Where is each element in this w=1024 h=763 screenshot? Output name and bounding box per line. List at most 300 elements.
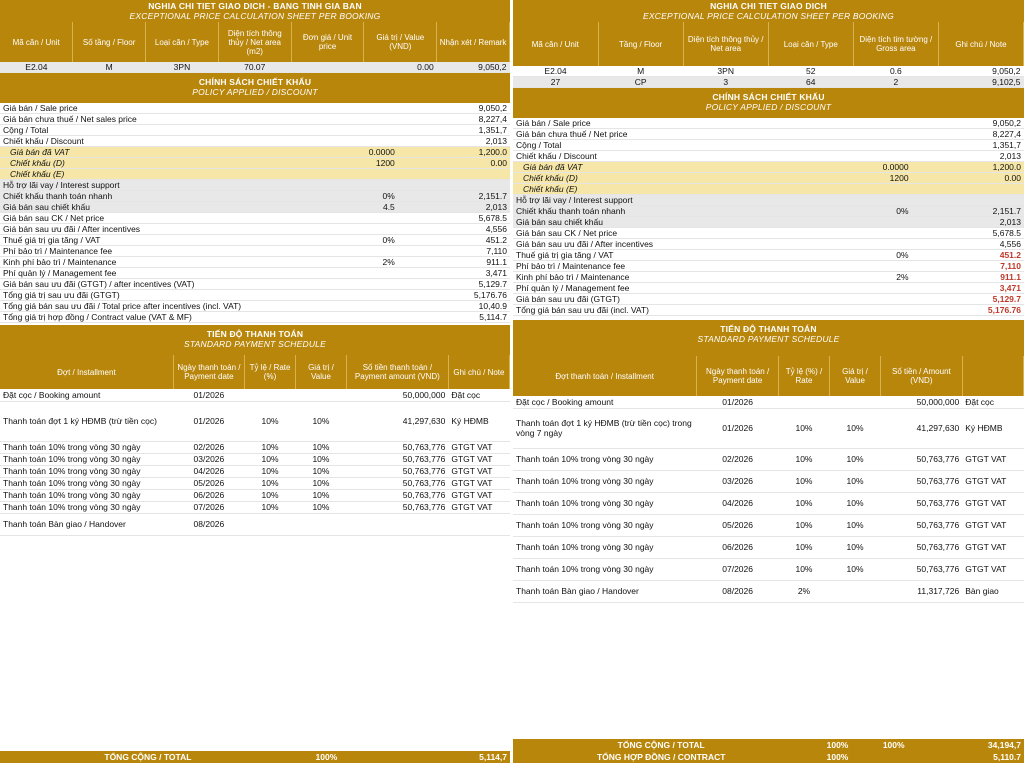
discount-row	[0, 290, 510, 301]
discount-row	[0, 180, 510, 191]
right-sched-hdr-4: Số tiền / Amount (VND)	[881, 356, 963, 396]
schedule-date: 03/2026	[697, 470, 779, 492]
schedule-label: Thanh toán Bàn giao / Handover	[0, 513, 173, 535]
schedule-date: 05/2026	[697, 514, 779, 536]
left-unit-cell: 9,050,2	[437, 62, 510, 73]
left-footer-amount: 5,114,7	[479, 752, 507, 762]
right-footer2-amount: 5,110.7	[993, 752, 1021, 762]
discount-label: Phí bảo trì / Maintenance fee	[513, 261, 830, 272]
schedule-label: Thanh toán 10% trong vòng 30 ngày	[513, 514, 697, 536]
discount-label: Kinh phí bảo trì / Maintenance	[513, 272, 830, 283]
discount-value: 4,556	[912, 239, 1024, 250]
discount-rate: 0.0000	[316, 147, 398, 158]
right-footer-pct2: 100%	[882, 740, 905, 750]
schedule-rate: 10%	[778, 470, 829, 492]
discount-value: 451.2	[912, 250, 1024, 261]
discount-row	[513, 151, 1024, 162]
schedule-row	[513, 558, 1024, 580]
discount-value: 4,556	[398, 224, 510, 235]
left-footer	[0, 751, 510, 763]
schedule-row	[513, 448, 1024, 470]
left-discount-table	[0, 103, 510, 323]
discount-value: 5,114.7	[398, 312, 510, 323]
schedule-amount: 41,297,630	[346, 401, 448, 441]
discount-row	[0, 158, 510, 169]
right-unit-cell: E2.04	[513, 66, 598, 77]
discount-value: 5,129.7	[912, 294, 1024, 305]
discount-rate: 0.0000	[830, 162, 912, 173]
discount-row	[513, 272, 1024, 283]
discount-rate	[316, 279, 398, 290]
schedule-rate: 10%	[245, 489, 296, 501]
schedule-date: 06/2026	[173, 489, 244, 501]
discount-row	[0, 114, 510, 125]
right-unit-cell: 3	[683, 77, 768, 88]
discount-row	[0, 224, 510, 235]
discount-row	[513, 129, 1024, 140]
schedule-rate: 10%	[245, 465, 296, 477]
schedule-value-rate: 10%	[296, 489, 347, 501]
discount-row	[513, 206, 1024, 217]
left-discount-sub: POLICY APPLIED / DISCOUNT	[192, 87, 318, 97]
discount-value: 1,200.0	[912, 162, 1024, 173]
schedule-label: Thanh toán 10% trong vòng 30 ngày	[0, 489, 173, 501]
schedule-rate: 10%	[778, 448, 829, 470]
discount-row	[0, 246, 510, 257]
schedule-rate: 10%	[245, 453, 296, 465]
discount-label: Giá bán đã VAT	[513, 162, 830, 173]
schedule-row	[0, 465, 510, 477]
schedule-note: Đặt cọc	[448, 389, 509, 401]
left-hdr-1: Số tầng / Floor	[73, 22, 146, 62]
left-hdr-0: Mã căn / Unit	[0, 22, 73, 62]
discount-label: Tổng giá trị sau ưu đãi (GTGT)	[0, 290, 316, 301]
discount-value: 5,678.5	[398, 213, 510, 224]
schedule-date: 01/2026	[173, 389, 244, 401]
discount-label: Phí bảo trì / Maintenance fee	[0, 246, 316, 257]
discount-rate	[316, 246, 398, 257]
schedule-amount: 50,763,776	[881, 470, 963, 492]
discount-row	[0, 169, 510, 180]
schedule-row	[513, 580, 1024, 602]
discount-row	[513, 184, 1024, 195]
discount-label: Giá bán / Sale price	[0, 103, 316, 114]
schedule-label: Thanh toán 10% trong vòng 30 ngày	[513, 536, 697, 558]
schedule-date: 02/2026	[173, 441, 244, 453]
discount-value: 0.00	[398, 158, 510, 169]
discount-label: Chiết khấu (E)	[513, 184, 830, 195]
schedule-amount: 50,000,000	[346, 389, 448, 401]
discount-label: Kinh phí bảo trì / Maintenance	[0, 257, 316, 268]
discount-row	[513, 173, 1024, 184]
discount-rate: 0%	[316, 191, 398, 202]
schedule-rate: 10%	[245, 477, 296, 489]
schedule-amount: 50,763,776	[881, 492, 963, 514]
left-unit-header	[0, 22, 510, 62]
discount-value: 2,013	[398, 202, 510, 213]
schedule-row	[0, 441, 510, 453]
schedule-amount: 50,763,776	[881, 448, 963, 470]
schedule-label: Thanh toán 10% trong vòng 30 ngày	[0, 465, 173, 477]
schedule-label: Thanh toán 10% trong vòng 30 ngày	[0, 453, 173, 465]
discount-value: 1,200.0	[398, 147, 510, 158]
discount-value: 9,050,2	[398, 103, 510, 114]
schedule-amount: 41,297,630	[881, 408, 963, 448]
left-unit-cell: 3PN	[146, 62, 219, 73]
discount-rate	[316, 312, 398, 323]
schedule-value-rate: 10%	[296, 441, 347, 453]
discount-rate	[316, 136, 398, 147]
discount-value: 10,40.9	[398, 301, 510, 312]
discount-value: 5,129.7	[398, 279, 510, 290]
discount-label: Chiết khấu thanh toán nhanh	[513, 206, 830, 217]
schedule-note: Ký HĐMB	[448, 401, 509, 441]
schedule-rate: 10%	[245, 501, 296, 513]
right-footer2-pct: 100%	[826, 752, 849, 762]
discount-label: Chiết khấu / Discount	[513, 151, 830, 162]
discount-row	[0, 268, 510, 279]
discount-label: Giá bán sau ưu đãi (GTGT) / after incentives (VAT)	[0, 279, 316, 290]
schedule-value-rate	[830, 580, 881, 602]
schedule-label: Đặt cọc / Booking amount	[0, 389, 173, 401]
schedule-label: Thanh toán đợt 1 ký HĐMB (trừ tiền cọc)	[0, 401, 173, 441]
discount-label: Giá bán đã VAT	[0, 147, 316, 158]
discount-label: Giá bán sau chiết khấu	[513, 217, 830, 228]
right-unit-row-2	[513, 77, 1024, 88]
discount-row	[0, 202, 510, 213]
schedule-rate: 10%	[245, 401, 296, 441]
schedule-rate: 2%	[778, 580, 829, 602]
discount-label: Thuế giá trị gia tăng / VAT	[0, 235, 316, 246]
discount-value: 2,151.7	[398, 191, 510, 202]
discount-value: 7,110	[398, 246, 510, 257]
left-schedule-sub: STANDARD PAYMENT SCHEDULE	[184, 339, 326, 349]
discount-value: 3,471	[398, 268, 510, 279]
discount-rate	[316, 103, 398, 114]
discount-row	[513, 283, 1024, 294]
schedule-amount	[346, 513, 448, 535]
discount-label: Cộng / Total	[513, 140, 830, 151]
discount-rate	[316, 301, 398, 312]
right-hdr-0: Mã căn / Unit	[513, 22, 598, 66]
schedule-value-rate	[296, 513, 347, 535]
right-footer2-spacer	[866, 751, 922, 763]
discount-row	[0, 191, 510, 202]
schedule-row	[0, 453, 510, 465]
discount-label: Giá bán sau ưu đãi (GTGT)	[513, 294, 830, 305]
discount-rate	[830, 184, 912, 195]
right-schedule-sub: STANDARD PAYMENT SCHEDULE	[697, 334, 840, 344]
schedule-note: GTGT VAT	[962, 536, 1023, 558]
schedule-date: 03/2026	[173, 453, 244, 465]
schedule-value-rate: 10%	[830, 514, 881, 536]
discount-rate	[316, 169, 398, 180]
discount-value: 2,013	[912, 217, 1024, 228]
discount-value	[912, 195, 1024, 206]
left-hdr-2: Loại căn / Type	[146, 22, 219, 62]
discount-rate	[830, 140, 912, 151]
left-sched-hdr-0: Đợt / Installment	[0, 355, 173, 389]
left-unit-row	[0, 62, 510, 73]
schedule-row	[0, 501, 510, 513]
right-unit-header	[513, 22, 1024, 66]
schedule-row	[513, 514, 1024, 536]
schedule-value-rate: 10%	[830, 558, 881, 580]
discount-label: Tổng giá bán sau ưu đãi (incl. VAT)	[513, 305, 830, 316]
right-footer-pct: 100%	[826, 740, 849, 750]
schedule-row	[513, 396, 1024, 408]
discount-label: Tổng giá trị hợp đồng / Contract value (VAT & MF)	[0, 312, 316, 323]
schedule-value-rate: 10%	[830, 492, 881, 514]
discount-value: 1,351,7	[912, 140, 1024, 151]
discount-label: Giá bán sau CK / Net price	[0, 213, 316, 224]
discount-label: Chiết khấu (E)	[0, 169, 316, 180]
discount-rate: 2%	[316, 257, 398, 268]
discount-row	[513, 261, 1024, 272]
discount-rate	[830, 151, 912, 162]
discount-rate	[830, 305, 912, 316]
schedule-note: GTGT VAT	[962, 558, 1023, 580]
discount-label: Phí quản lý / Management fee	[513, 283, 830, 294]
schedule-rate	[245, 513, 296, 535]
schedule-date: 08/2026	[173, 513, 244, 535]
left-schedule-table	[0, 355, 510, 536]
schedule-rate: 10%	[245, 441, 296, 453]
right-hdr-4: Diện tích tim tường / Gross area	[853, 22, 938, 66]
schedule-rate: 10%	[778, 536, 829, 558]
discount-value	[912, 184, 1024, 195]
discount-rate	[830, 283, 912, 294]
schedule-amount: 50,763,776	[346, 465, 448, 477]
right-footer2-label: TỔNG HỢP ĐỒNG / CONTRACT	[596, 752, 726, 762]
right-title-band	[513, 0, 1024, 22]
schedule-row	[0, 389, 510, 401]
schedule-value-rate: 10%	[296, 401, 347, 441]
schedule-note: GTGT VAT	[448, 453, 509, 465]
discount-value: 2,013	[398, 136, 510, 147]
discount-row	[513, 195, 1024, 206]
schedule-note: GTGT VAT	[448, 489, 509, 501]
right-schedule-table	[513, 356, 1024, 603]
discount-row	[513, 118, 1024, 129]
schedule-date: 06/2026	[697, 536, 779, 558]
left-sheet	[0, 0, 510, 763]
discount-rate	[830, 228, 912, 239]
schedule-value-rate: 10%	[830, 448, 881, 470]
left-hdr-5: Giá trị / Value (VND)	[364, 22, 437, 62]
discount-rate: 2%	[830, 272, 912, 283]
discount-rate	[316, 114, 398, 125]
discount-row	[0, 279, 510, 290]
schedule-amount: 50,763,776	[346, 501, 448, 513]
schedule-label: Thanh toán 10% trong vòng 30 ngày	[513, 558, 697, 580]
schedule-value-rate	[296, 389, 347, 401]
schedule-row	[513, 536, 1024, 558]
schedule-label: Đặt cọc / Booking amount	[513, 396, 697, 408]
right-unit-cell: 52	[768, 66, 853, 77]
discount-value: 3,471	[912, 283, 1024, 294]
schedule-value-rate: 10%	[296, 453, 347, 465]
discount-value: 8,227,4	[912, 129, 1024, 140]
discount-row	[0, 125, 510, 136]
discount-rate	[830, 261, 912, 272]
schedule-amount: 50,763,776	[346, 477, 448, 489]
discount-row	[0, 301, 510, 312]
discount-label: Giá bán sau chiết khấu	[0, 202, 316, 213]
schedule-rate	[778, 396, 829, 408]
discount-row	[513, 239, 1024, 250]
right-unit-row	[513, 66, 1024, 77]
right-footer-label: TỔNG CỘNG / TOTAL	[617, 740, 705, 750]
schedule-note: GTGT VAT	[448, 441, 509, 453]
right-unit-cell: 27	[513, 77, 598, 88]
schedule-label: Thanh toán 10% trong vòng 30 ngày	[513, 492, 697, 514]
schedule-value-rate: 10%	[830, 470, 881, 492]
schedule-note: GTGT VAT	[962, 514, 1023, 536]
schedule-label: Thanh toán 10% trong vòng 30 ngày	[513, 448, 697, 470]
schedule-rate: 10%	[778, 408, 829, 448]
discount-row	[513, 162, 1024, 173]
discount-rate: 0%	[316, 235, 398, 246]
schedule-note: GTGT VAT	[962, 492, 1023, 514]
discount-rate	[316, 180, 398, 191]
discount-label: Giá bán / Sale price	[513, 118, 830, 129]
schedule-row	[0, 401, 510, 441]
discount-value: 2,013	[912, 151, 1024, 162]
discount-value: 9,050,2	[912, 118, 1024, 129]
right-discount-table	[513, 118, 1024, 316]
discount-rate	[316, 290, 398, 301]
discount-label: Hỗ trợ lãi vay / Interest support	[513, 195, 830, 206]
discount-value: 8,227,4	[398, 114, 510, 125]
schedule-amount: 50,763,776	[881, 558, 963, 580]
right-hdr-3: Loại căn / Type	[768, 22, 853, 66]
left-hdr-6: Nhận xét / Remark	[437, 22, 510, 62]
right-footer-amount: 34,194,7	[987, 740, 1021, 750]
schedule-rate	[245, 389, 296, 401]
discount-rate: 0%	[830, 250, 912, 261]
schedule-row	[0, 489, 510, 501]
schedule-date: 04/2026	[173, 465, 244, 477]
discount-value: 1,351,7	[398, 125, 510, 136]
left-schedule-header	[0, 355, 510, 389]
schedule-value-rate: 10%	[830, 408, 881, 448]
left-unit-table	[0, 22, 510, 73]
schedule-date: 01/2026	[697, 408, 779, 448]
schedule-row	[513, 408, 1024, 448]
right-schedule-band	[513, 320, 1024, 356]
right-unit-cell: 2	[853, 77, 938, 88]
discount-rate	[316, 125, 398, 136]
right-footer	[513, 739, 1024, 763]
left-title-sub: EXCEPTIONAL PRICE CALCULATION SHEET PER BOOKING	[129, 11, 381, 21]
schedule-date: 01/2026	[173, 401, 244, 441]
right-discount-sub: POLICY APPLIED / DISCOUNT	[705, 102, 832, 112]
schedule-label: Thanh toán 10% trong vòng 30 ngày	[513, 470, 697, 492]
schedule-amount: 50,763,776	[881, 514, 963, 536]
discount-value: 5,176.76	[398, 290, 510, 301]
schedule-note: GTGT VAT	[962, 448, 1023, 470]
discount-label: Chiết khấu thanh toán nhanh	[0, 191, 316, 202]
right-unit-cell: M	[598, 66, 683, 77]
right-sched-hdr-0: Đợt thanh toán / Installment	[513, 356, 697, 396]
right-sheet	[513, 0, 1024, 763]
schedule-value-rate	[830, 396, 881, 408]
discount-label: Chiết khấu (D)	[0, 158, 316, 169]
discount-row	[513, 250, 1024, 261]
schedule-rate: 10%	[778, 492, 829, 514]
discount-row	[513, 217, 1024, 228]
schedule-amount: 50,763,776	[346, 441, 448, 453]
schedule-amount: 50,763,776	[346, 489, 448, 501]
discount-rate	[830, 195, 912, 206]
discount-label: Tổng giá bán sau ưu đãi / Total price after incentives (incl. VAT)	[0, 301, 316, 312]
schedule-rate: 10%	[778, 514, 829, 536]
left-hdr-4: Đơn giá / Unit price	[291, 22, 364, 62]
discount-row	[0, 312, 510, 323]
right-sched-hdr-3: Giá trị / Value	[830, 356, 881, 396]
schedule-rate: 10%	[778, 558, 829, 580]
right-title: NGHIA CHI TIET GIAO DICH	[710, 1, 827, 11]
schedule-row	[0, 477, 510, 489]
schedule-date: 08/2026	[697, 580, 779, 602]
right-sched-hdr-1: Ngày thanh toán / Payment date	[697, 356, 779, 396]
discount-rate	[316, 224, 398, 235]
discount-row	[513, 294, 1024, 305]
schedule-date: 02/2026	[697, 448, 779, 470]
schedule-date: 04/2026	[697, 492, 779, 514]
discount-row	[513, 140, 1024, 151]
schedule-label: Thanh toán 10% trong vòng 30 ngày	[0, 501, 173, 513]
schedule-label: Thanh toán đợt 1 ký HĐMB (trừ tiền cọc) trong vòng 7 ngày	[513, 408, 697, 448]
discount-label: Giá bán sau ưu đãi / After incentives	[513, 239, 830, 250]
discount-label: Giá bán chưa thuế / Net price	[513, 129, 830, 140]
discount-value	[398, 169, 510, 180]
left-sched-hdr-4: Số tiền thanh toán / Payment amount (VND)	[346, 355, 448, 389]
discount-row	[0, 103, 510, 114]
schedule-amount: 11,317,726	[881, 580, 963, 602]
discount-value: 911.1	[398, 257, 510, 268]
schedule-note: Bàn giao	[962, 580, 1023, 602]
right-title-sub: EXCEPTIONAL PRICE CALCULATION SHEET PER BOOKING	[643, 11, 894, 21]
discount-rate: 1200	[316, 158, 398, 169]
right-discount-band	[513, 88, 1024, 118]
right-unit-table	[513, 22, 1024, 88]
right-unit-cell: 0.6	[853, 66, 938, 77]
left-sched-hdr-2: Tỷ lệ / Rate (%)	[245, 355, 296, 389]
schedule-label: Thanh toán 10% trong vòng 30 ngày	[0, 441, 173, 453]
discount-label: Phí quản lý / Management fee	[0, 268, 316, 279]
discount-label: Cộng / Total	[0, 125, 316, 136]
right-schedule-title: TIẾN ĐỘ THANH TOÁN	[720, 324, 817, 334]
left-sched-hdr-5: Ghi chú / Note	[448, 355, 509, 389]
schedule-value-rate: 10%	[296, 465, 347, 477]
schedule-value-rate: 10%	[296, 501, 347, 513]
discount-label: Chiết khấu (D)	[513, 173, 830, 184]
left-sched-hdr-1: Ngày thanh toán / Payment date	[173, 355, 244, 389]
right-hdr-5: Ghi chú / Note	[938, 22, 1023, 66]
right-sched-hdr-5	[962, 356, 1023, 396]
discount-rate: 4.5	[316, 202, 398, 213]
left-unit-cell: M	[73, 62, 146, 73]
schedule-row	[0, 513, 510, 535]
discount-rate	[316, 268, 398, 279]
discount-rate	[830, 294, 912, 305]
discount-row	[0, 257, 510, 268]
schedule-row	[513, 470, 1024, 492]
schedule-amount: 50,763,776	[346, 453, 448, 465]
schedule-value-rate: 10%	[830, 536, 881, 558]
